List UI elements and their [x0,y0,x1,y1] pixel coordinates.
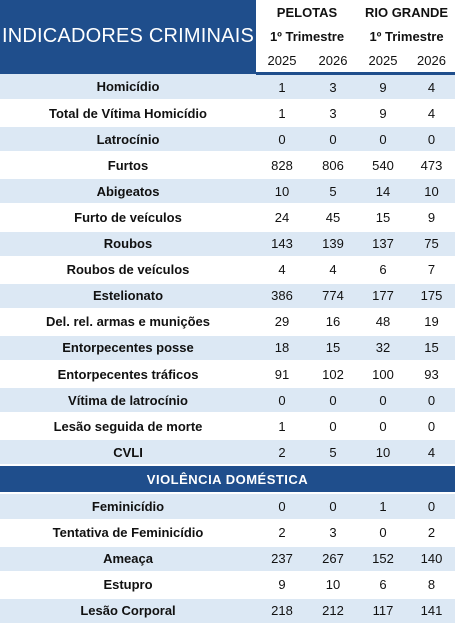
value-cell: 1 [256,100,308,126]
city-header-pelotas: PELOTAS [276,4,338,20]
table-row [0,178,455,204]
value-cell: 0 [408,126,455,152]
row-label: Feminicídio [0,493,256,519]
row-label: Lesão Corporal [0,598,256,624]
row-label: Lesão seguida de morte [0,413,256,439]
value-cell: 806 [308,152,358,178]
table-row [0,439,455,465]
table-row [0,283,455,309]
table-row [0,152,455,178]
value-cell: 5 [308,178,358,204]
value-cell: 9 [256,572,308,598]
row-label: Del. rel. armas e munições [0,309,256,335]
row-label: Entorpecentes tráficos [0,361,256,387]
row-label: Ameaça [0,546,256,572]
value-cell: 75 [408,231,455,257]
value-cell: 9 [358,74,408,101]
row-label: Roubos [0,231,256,257]
period-header-pelotas: 1º Trimestre [269,28,345,44]
value-cell: 4 [408,100,455,126]
value-cell: 10 [408,178,455,204]
row-label: Estelionato [0,283,256,309]
row-label: Abigeatos [0,178,256,204]
table-row [0,309,455,335]
value-cell: 117 [358,598,408,624]
value-cell: 0 [408,493,455,519]
value-cell: 14 [358,178,408,204]
value-cell: 2 [408,520,455,546]
value-cell: 774 [308,283,358,309]
domestic-violence-rows [0,493,455,623]
value-cell: 0 [358,413,408,439]
value-cell: 0 [256,493,308,519]
value-cell: 0 [308,413,358,439]
value-cell: 10 [256,178,308,204]
value-cell: 8 [408,572,455,598]
value-cell: 15 [308,335,358,361]
value-cell: 9 [408,204,455,230]
value-cell: 237 [256,546,308,572]
table-row [0,598,455,624]
table-row [0,74,455,101]
year-header: 2025 [256,48,308,74]
value-cell: 100 [358,361,408,387]
row-label: Tentativa de Feminicídio [0,520,256,546]
value-cell: 45 [308,204,358,230]
value-cell: 0 [308,493,358,519]
value-cell: 137 [358,231,408,257]
value-cell: 473 [408,152,455,178]
value-cell: 4 [308,257,358,283]
row-label: Entorpecentes posse [0,335,256,361]
table-row [0,100,455,126]
row-label: CVLI [0,439,256,465]
value-cell: 3 [308,74,358,101]
value-cell: 29 [256,309,308,335]
value-cell: 15 [408,335,455,361]
row-label: Furtos [0,152,256,178]
value-cell: 828 [256,152,308,178]
value-cell: 3 [308,100,358,126]
value-cell: 4 [408,439,455,465]
value-cell: 0 [358,520,408,546]
table-row [0,520,455,546]
table-row [0,546,455,572]
value-cell: 140 [408,546,455,572]
table-row [0,413,455,439]
value-cell: 152 [358,546,408,572]
value-cell: 267 [308,546,358,572]
city-header-rio-grande: RIO GRANDE [364,4,449,20]
table-row [0,335,455,361]
value-cell: 177 [358,283,408,309]
value-cell: 4 [256,257,308,283]
value-cell: 102 [308,361,358,387]
value-cell: 16 [308,309,358,335]
value-cell: 218 [256,598,308,624]
table-row [0,231,455,257]
period-header-rio-grande: 1º Trimestre [369,28,444,44]
row-label: Latrocínio [0,126,256,152]
value-cell: 2 [256,439,308,465]
value-cell: 6 [358,572,408,598]
value-cell: 6 [358,257,408,283]
value-cell: 7 [408,257,455,283]
value-cell: 141 [408,598,455,624]
value-cell: 0 [256,387,308,413]
section-title: VIOLÊNCIA DOMÉSTICA [0,465,455,493]
value-cell: 175 [408,283,455,309]
value-cell: 10 [308,572,358,598]
value-cell: 540 [358,152,408,178]
row-label: Total de Vítima Homicídio [0,100,256,126]
table-title: INDICADORES CRIMINAIS [0,0,256,74]
value-cell: 0 [308,387,358,413]
value-cell: 0 [308,126,358,152]
table-row [0,493,455,519]
table-row [0,572,455,598]
value-cell: 3 [308,520,358,546]
value-cell: 143 [256,231,308,257]
crime-rows [0,74,455,466]
value-cell: 15 [358,204,408,230]
value-cell: 4 [408,74,455,101]
row-label: Roubos de veículos [0,257,256,283]
value-cell: 48 [358,309,408,335]
year-header: 2025 [358,48,408,74]
value-cell: 91 [256,361,308,387]
year-header: 2026 [408,48,455,74]
row-label: Homicídio [0,74,256,101]
row-label: Furto de veículos [0,204,256,230]
value-cell: 1 [256,413,308,439]
table-row [0,126,455,152]
row-label: Estupro [0,572,256,598]
domestic-violence-section [0,465,455,493]
value-cell: 0 [408,413,455,439]
value-cell: 9 [358,100,408,126]
value-cell: 24 [256,204,308,230]
year-header: 2026 [308,48,358,74]
value-cell: 0 [408,387,455,413]
value-cell: 19 [408,309,455,335]
table-row [0,257,455,283]
value-cell: 93 [408,361,455,387]
section-header-row [0,465,455,493]
value-cell: 1 [256,74,308,101]
value-cell: 0 [358,387,408,413]
value-cell: 32 [358,335,408,361]
value-cell: 10 [358,439,408,465]
table-row [0,387,455,413]
value-cell: 5 [308,439,358,465]
value-cell: 212 [308,598,358,624]
value-cell: 1 [358,493,408,519]
value-cell: 386 [256,283,308,309]
row-label: Vítima de latrocínio [0,387,256,413]
value-cell: 2 [256,520,308,546]
table-row [0,204,455,230]
value-cell: 0 [358,126,408,152]
value-cell: 139 [308,231,358,257]
table-row [0,361,455,387]
value-cell: 18 [256,335,308,361]
value-cell: 0 [256,126,308,152]
